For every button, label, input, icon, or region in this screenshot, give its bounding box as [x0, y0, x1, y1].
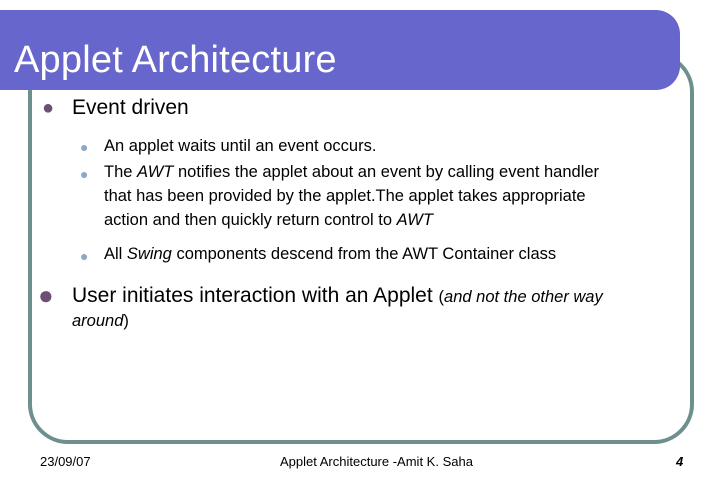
sub-bullet-awt-notifies-line3: action and then quickly return control to AWT	[104, 211, 433, 229]
bullet-user-initiates-cont: around)	[72, 312, 129, 330]
bullet-icon: ●	[38, 280, 54, 310]
sub-bullet-swing: All Swing components descend from the AWT Container class	[104, 245, 557, 263]
footer-title: Applet Architecture -Amit K. Saha	[280, 454, 473, 469]
footer-date: 23/09/07	[40, 454, 91, 469]
sub-bullet-awt-notifies-line2: that has been provided by the applet.The applet takes appropriate	[104, 187, 586, 205]
slide-title: Applet Architecture	[14, 39, 337, 81]
sub-bullet-applet-waits: An applet waits until an event occurs.	[104, 137, 377, 155]
bullet-icon: ●	[42, 97, 55, 119]
sub-bullet-icon: ●	[80, 139, 89, 155]
sub-bullet-icon: ●	[80, 248, 89, 264]
sub-bullet-awt-notifies-line1: The AWT notifies the applet about an event by calling event handler	[104, 163, 600, 181]
title-bar	[0, 10, 680, 90]
bullet-event-driven: Event driven	[72, 96, 189, 119]
sub-bullet-icon: ●	[80, 166, 89, 182]
page-number: 4	[676, 454, 684, 469]
bullet-user-initiates: User initiates interaction with an Applet (and not the other way	[72, 284, 603, 307]
